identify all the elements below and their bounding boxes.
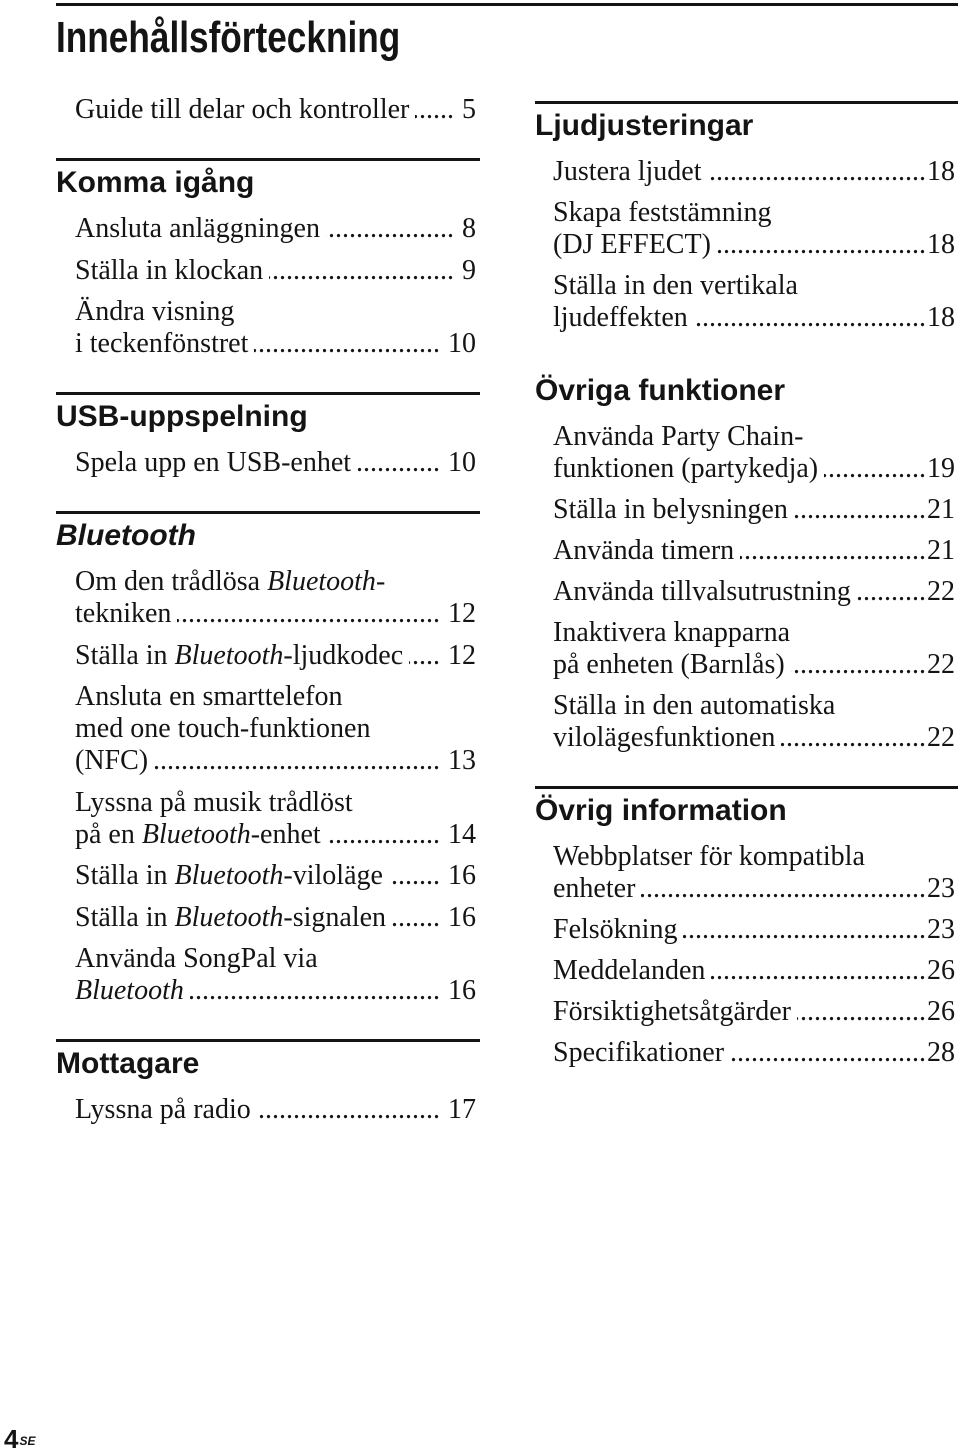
toc-entry-line bbox=[75, 1094, 476, 1126]
toc-page-number: 5 bbox=[462, 94, 476, 125]
toc-entry bbox=[535, 996, 958, 1028]
dot-leader bbox=[357, 447, 440, 479]
toc-entry-title: vilolägesfunktionen bbox=[553, 722, 776, 753]
toc-entry-title: Felsökning bbox=[553, 914, 678, 945]
dot-leader bbox=[257, 1094, 440, 1126]
toc-entry bbox=[56, 213, 480, 245]
toc-entry-title bbox=[75, 640, 403, 672]
toc-page-number: 21 bbox=[927, 494, 955, 525]
section-heading: USB-uppspelning bbox=[56, 400, 308, 433]
toc-page-number: 16 bbox=[448, 901, 476, 933]
toc-page-number: 18 bbox=[927, 229, 955, 260]
toc-entries bbox=[535, 841, 958, 1069]
toc-entry bbox=[535, 1037, 958, 1069]
toc-entry-title: Spela upp en USB-enhet bbox=[75, 447, 352, 478]
toc-page-number: 17 bbox=[448, 1094, 476, 1125]
toc-page-number: 18 bbox=[927, 302, 955, 333]
toc-entry-text: - bbox=[375, 566, 386, 597]
toc-entry bbox=[56, 681, 480, 777]
dot-leader bbox=[740, 535, 926, 567]
toc-entry bbox=[56, 860, 480, 892]
toc-entry-title: Specifikationer bbox=[553, 1037, 725, 1068]
toc-entry-line bbox=[553, 996, 955, 1028]
toc-entry-line bbox=[553, 302, 955, 334]
dot-leader bbox=[730, 1037, 926, 1069]
toc-column-right bbox=[535, 101, 958, 1069]
toc-entry bbox=[56, 296, 480, 360]
dot-leader bbox=[154, 745, 440, 777]
toc-entry-text: Om den trådlösa bbox=[75, 566, 268, 597]
toc-page-number: 19 bbox=[927, 453, 955, 484]
toc-entries bbox=[535, 421, 958, 754]
toc-entry-line: med one touch-funktionen bbox=[75, 713, 371, 744]
toc-entry bbox=[535, 535, 958, 567]
toc-entry-line: Ställa in den vertikala bbox=[553, 270, 798, 301]
toc-entry-text-italic: Bluetooth bbox=[141, 818, 251, 850]
toc-entry-line: Använda Party Chain- bbox=[553, 421, 804, 452]
toc-entry-line: Använda SongPal via bbox=[75, 943, 318, 974]
toc-entries bbox=[56, 566, 480, 1007]
top-rule bbox=[56, 3, 958, 6]
toc-entry-title: Meddelanden bbox=[553, 955, 706, 986]
toc-entry-line bbox=[553, 1037, 955, 1069]
toc-entry-title bbox=[75, 902, 386, 934]
toc-page-number: 23 bbox=[927, 914, 955, 945]
toc-entry-text: Ställa in bbox=[75, 860, 175, 891]
toc-section bbox=[56, 94, 480, 126]
toc-page-number: 10 bbox=[448, 447, 476, 478]
toc-page-number: 22 bbox=[927, 722, 955, 753]
toc-entry-line bbox=[553, 156, 955, 188]
toc-entry-text: -signalen bbox=[283, 901, 387, 933]
toc-entry-line bbox=[75, 819, 476, 851]
toc-page-number: 22 bbox=[927, 576, 955, 607]
toc-page-number: 14 bbox=[448, 818, 476, 850]
toc-entry bbox=[56, 902, 480, 934]
toc-entry bbox=[56, 566, 480, 630]
toc-entries bbox=[56, 213, 480, 360]
toc-entry-line bbox=[75, 447, 476, 479]
toc-entry-line bbox=[553, 722, 955, 754]
toc-entries bbox=[56, 94, 480, 126]
toc-entry-line: Lyssna på musik trådlöst bbox=[75, 786, 353, 818]
section-heading: Komma igång bbox=[56, 166, 255, 199]
toc-section bbox=[535, 101, 958, 334]
toc-entry-text: Ställa in bbox=[75, 639, 175, 671]
toc-entry-title: Ställa in klockan bbox=[75, 254, 264, 286]
toc-entry-text: -ljudkodec bbox=[283, 639, 404, 671]
toc-entry-line bbox=[75, 902, 476, 934]
toc-entry bbox=[56, 447, 480, 479]
toc-page-number: 8 bbox=[462, 213, 476, 244]
toc-entry-title: Ställa in belysningen bbox=[553, 494, 788, 525]
dot-leader bbox=[190, 975, 440, 1007]
section-heading: Övrig information bbox=[535, 794, 787, 827]
toc-entry bbox=[56, 1094, 480, 1126]
toc-entries bbox=[535, 156, 958, 334]
toc-section bbox=[56, 158, 480, 360]
toc-entry-line bbox=[553, 535, 955, 567]
section-divider bbox=[56, 1039, 480, 1042]
toc-page-number: 12 bbox=[448, 639, 476, 671]
toc-section bbox=[535, 786, 958, 1069]
toc-entry bbox=[535, 955, 958, 987]
dot-leader bbox=[794, 494, 926, 526]
page-title: Innehållsförteckning bbox=[56, 13, 401, 62]
toc-page-number: 16 bbox=[448, 860, 476, 891]
toc-entry bbox=[535, 576, 958, 608]
toc-entry-line bbox=[75, 94, 476, 126]
toc-entry-line bbox=[75, 213, 476, 245]
dot-leader bbox=[392, 902, 440, 934]
toc-entry-line bbox=[553, 453, 955, 485]
dot-leader bbox=[269, 255, 454, 287]
toc-entry bbox=[56, 94, 480, 126]
toc-entry bbox=[535, 914, 958, 946]
dot-leader bbox=[641, 873, 926, 905]
toc-entry-line bbox=[553, 873, 955, 905]
section-divider bbox=[535, 101, 958, 104]
toc-entry-title bbox=[75, 860, 383, 892]
section-heading: Ljudjusteringar bbox=[535, 109, 754, 142]
toc-entry-title: Försiktighetsåtgärder bbox=[553, 996, 791, 1027]
toc-page-number: 26 bbox=[927, 955, 955, 986]
section-divider bbox=[535, 366, 958, 369]
toc-entry-text: -viloläge bbox=[283, 860, 383, 891]
dot-leader bbox=[327, 819, 440, 851]
toc-entry bbox=[56, 640, 480, 672]
dot-leader bbox=[781, 722, 926, 754]
footer-page-number: 4 bbox=[4, 1424, 19, 1454]
toc-entry-title: enheter bbox=[553, 873, 636, 904]
toc-entry-text-italic: Bluetooth bbox=[174, 639, 284, 671]
toc-section bbox=[535, 366, 958, 754]
toc-entry-line bbox=[75, 598, 476, 630]
dot-leader bbox=[791, 649, 926, 681]
toc-entry-line bbox=[75, 255, 476, 287]
toc-page-number: 26 bbox=[927, 996, 955, 1027]
page-footer bbox=[4, 1424, 35, 1454]
toc-page-number: 22 bbox=[927, 649, 955, 680]
dot-leader bbox=[683, 914, 926, 946]
toc-entry-title: Guide till delar och kontroller bbox=[75, 94, 410, 125]
section-divider bbox=[56, 511, 480, 514]
toc-entry-title: funktionen (partykedja) bbox=[553, 453, 819, 484]
toc-entry-line: Ansluta en smarttelefon bbox=[75, 681, 343, 712]
toc-entry bbox=[535, 494, 958, 526]
toc-entry-line bbox=[553, 494, 955, 526]
toc-entry-text-italic: Bluetooth bbox=[174, 901, 284, 933]
toc-entry-text-italic: Bluetooth bbox=[174, 860, 284, 891]
toc-entries bbox=[56, 1094, 480, 1126]
toc-entry-line: Inaktivera knapparna bbox=[553, 617, 791, 648]
toc-page-number: 10 bbox=[448, 328, 476, 359]
toc-page-number: 28 bbox=[927, 1037, 955, 1068]
toc-entry bbox=[535, 197, 958, 261]
footer-locale-suffix: SE bbox=[19, 1434, 36, 1448]
toc-section bbox=[56, 1039, 480, 1126]
toc-entry bbox=[535, 270, 958, 334]
toc-entry-text: på en bbox=[75, 818, 142, 850]
toc-entry-line bbox=[75, 328, 476, 360]
toc-entry-line bbox=[553, 649, 955, 681]
toc-entry-title: (DJ EFFECT) bbox=[553, 229, 711, 260]
toc-entry bbox=[535, 156, 958, 188]
toc-entry-line bbox=[75, 745, 476, 777]
dot-leader bbox=[389, 860, 440, 892]
dot-leader bbox=[409, 640, 440, 672]
dot-leader bbox=[326, 213, 454, 245]
toc-entry-title: Ansluta anläggningen bbox=[75, 213, 320, 244]
toc-entry-line bbox=[553, 229, 955, 261]
toc-entry bbox=[56, 255, 480, 287]
dot-leader bbox=[254, 328, 440, 360]
toc-entry-title: tekniken bbox=[75, 598, 172, 629]
toc-entry-text-italic: Bluetooth bbox=[267, 566, 376, 597]
section-divider bbox=[56, 158, 480, 161]
dot-leader bbox=[711, 955, 926, 987]
dot-leader bbox=[824, 453, 926, 485]
toc-page-number: 18 bbox=[927, 156, 955, 187]
dot-leader bbox=[797, 996, 926, 1028]
toc-entry-title: Använda tillvalsutrustning bbox=[553, 576, 851, 607]
toc-entry-line bbox=[553, 914, 955, 946]
dot-leader bbox=[708, 156, 926, 188]
toc-entry-title: i teckenfönstret bbox=[75, 328, 249, 359]
toc-entry bbox=[535, 421, 958, 485]
toc-page-number: 21 bbox=[927, 535, 955, 566]
toc-section bbox=[56, 511, 480, 1007]
toc-page-number: 13 bbox=[448, 745, 476, 776]
section-heading: Mottagare bbox=[56, 1047, 200, 1080]
toc-entry-title: Använda timern bbox=[553, 535, 735, 566]
toc-entry-title: Bluetooth bbox=[75, 975, 184, 1006]
section-heading: Bluetooth bbox=[56, 519, 196, 552]
toc-page-number: 23 bbox=[927, 873, 955, 904]
toc-entry-line bbox=[75, 640, 476, 672]
toc-entry bbox=[535, 617, 958, 681]
toc-entry-title: Justera ljudet bbox=[553, 156, 702, 187]
dot-leader bbox=[177, 598, 440, 630]
section-divider bbox=[535, 786, 958, 789]
toc-entry bbox=[535, 841, 958, 905]
toc-section bbox=[56, 392, 480, 479]
toc-entry bbox=[56, 943, 480, 1007]
toc-entry-title: (NFC) bbox=[75, 745, 149, 776]
toc-entry-line: Webbplatser för kompatibla bbox=[553, 841, 865, 872]
toc-entry-text: Ställa in bbox=[75, 901, 175, 933]
toc-entry-text: -enhet bbox=[250, 818, 321, 850]
dot-leader bbox=[415, 94, 454, 126]
toc-entry-title: på enheten (Barnlås) bbox=[553, 649, 785, 680]
toc-entry-line bbox=[553, 576, 955, 608]
toc-entry-line: Ändra visning bbox=[75, 296, 235, 327]
toc-page-number: 12 bbox=[448, 598, 476, 629]
toc-entry-line bbox=[75, 975, 476, 1007]
toc-entries bbox=[56, 447, 480, 479]
section-divider bbox=[56, 392, 480, 395]
toc-entry-line bbox=[75, 860, 476, 892]
toc-page-number: 16 bbox=[448, 975, 476, 1006]
toc-entry-title bbox=[75, 819, 321, 851]
toc-entry bbox=[56, 787, 480, 851]
toc-page-number: 9 bbox=[462, 254, 476, 286]
toc-entry-line: Skapa feststämning bbox=[553, 197, 772, 228]
toc-entry bbox=[535, 690, 958, 754]
toc-entry-line bbox=[553, 955, 955, 987]
dot-leader bbox=[717, 229, 926, 261]
toc-entry-line: Ställa in den automatiska bbox=[553, 690, 836, 721]
toc-entry-title: Lyssna på radio bbox=[75, 1094, 251, 1125]
toc-entry-title: ljudeffekten bbox=[553, 302, 688, 333]
toc-column-left bbox=[56, 94, 480, 1126]
dot-leader bbox=[857, 576, 926, 608]
section-heading: Övriga funktioner bbox=[535, 374, 786, 407]
toc-entry-line bbox=[75, 566, 476, 598]
dot-leader bbox=[694, 302, 926, 334]
